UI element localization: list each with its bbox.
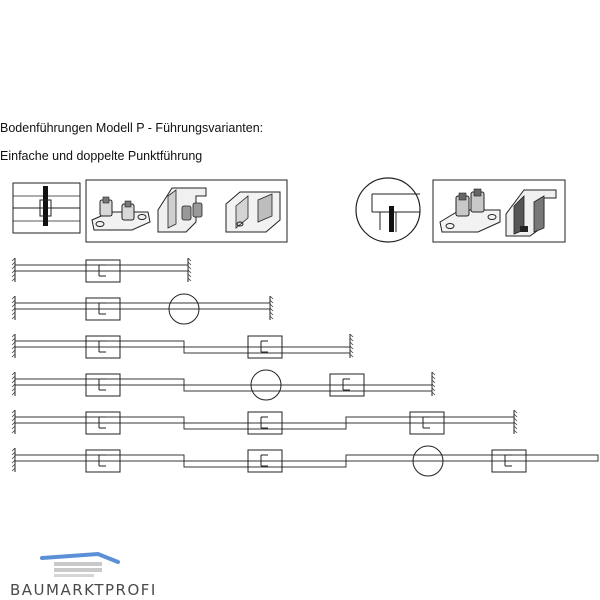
guide-variant-row [12,410,517,434]
guide-variant-row [12,294,273,324]
logo-roof-icon [38,550,130,580]
guide-part-d [440,189,500,232]
guide-variant-rows [12,258,598,476]
door-panel [346,417,514,423]
logo-text: BAUMARKTPROFI [10,581,157,599]
double-guide-parts-box [433,180,565,242]
subheading: Einfache und doppelte Punktführung [0,149,203,163]
door-panel [15,303,270,309]
guide-part-e [506,190,556,236]
guide-variant-row [12,370,435,400]
guide-variant-row [12,446,598,476]
guide-variant-row [12,258,191,282]
guide-part-a [92,197,150,230]
single-guide-section-detail [13,183,80,233]
door-panel [346,455,598,461]
door-panel [15,265,188,271]
door-panel [184,385,432,391]
single-guide-parts-box [86,180,287,242]
guide-part-b [158,188,206,232]
heading: Bodenführungen Modell P - Führungsvarianten: [0,121,264,135]
guide-part-c [226,192,280,232]
double-guide-section-detail [356,178,420,242]
guide-variant-row [12,334,353,358]
